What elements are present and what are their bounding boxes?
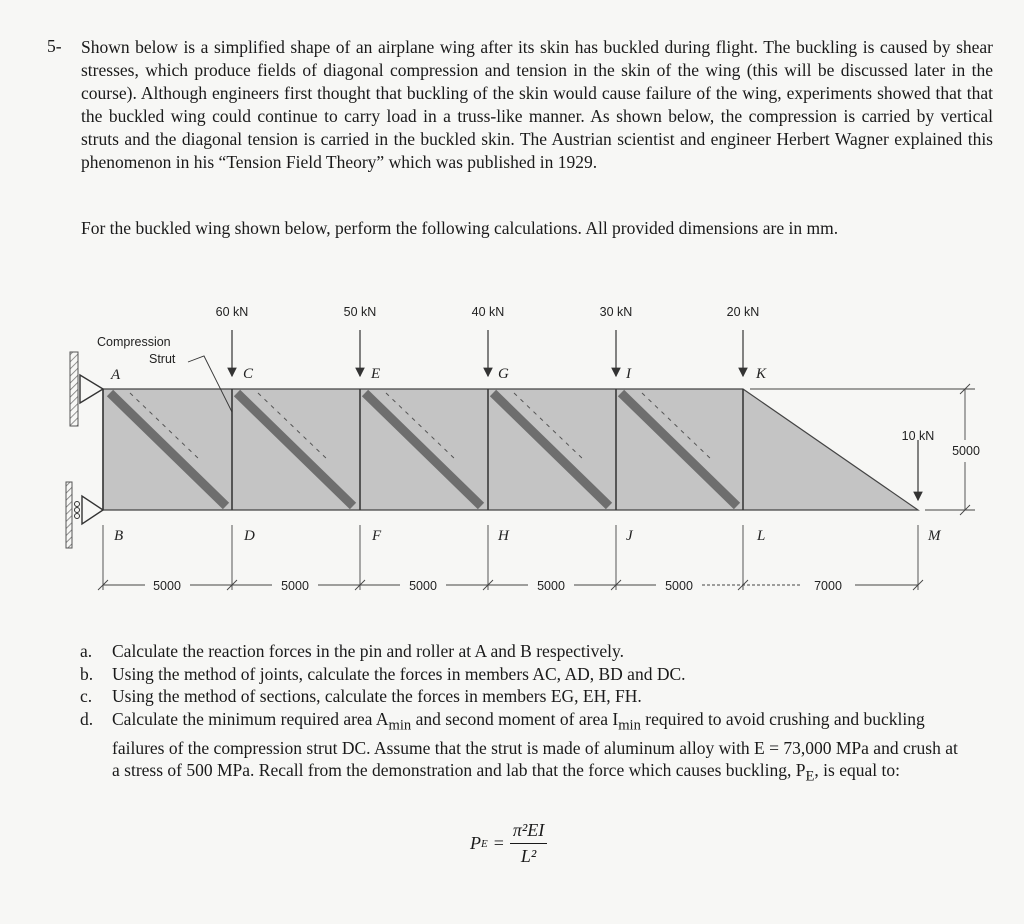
- span-dim-KM: 7000: [814, 579, 842, 593]
- formula-lhs: P: [470, 833, 481, 853]
- intro-paragraph: Shown below is a simplified shape of an airplane wing after its skin has buckled during flight. The buckling is caused by shear stresses, which produce fields of diagonal compression and tension in the skin of the wing (this will be discussed later in the course). Although engineers first thought that buckling of the skin would cause failure of the wing, experiments showed that that the buckled wing could continue to carry load in a truss-like manner. As shown below, the compression is carried by vertical struts and the diagonal tension is carried in the buckled skin. The Austrian scientist and engineer Herbert Wagner explained this phenomenon in his “Tension Field Theory” which was published in 1929.: [81, 37, 993, 172]
- part-d-sub-pe: E: [805, 768, 815, 785]
- load-label-G: 40 kN: [471, 305, 505, 319]
- roller-support-B: [66, 482, 103, 548]
- formula-equals: =: [493, 833, 504, 853]
- formula-fraction: [510, 820, 547, 867]
- node-label-B: B: [114, 528, 124, 544]
- part-d-sub-imin: min: [618, 717, 641, 733]
- node-label-E: E: [371, 366, 381, 382]
- span-dim-AC: 5000: [153, 579, 181, 593]
- part-a-text: Calculate the reaction forces in the pin and roller at A and B respectively.: [112, 641, 625, 661]
- load-label-I: 30 kN: [599, 305, 633, 319]
- part-d-text: [112, 708, 958, 785]
- node-label-I: I: [626, 366, 631, 382]
- span-dim-IK: 5000: [665, 579, 693, 593]
- formula-numerator: π²EI: [510, 820, 547, 844]
- part-d-end: , is equal to:: [814, 760, 900, 780]
- part-d-mid: and second moment of area I: [411, 708, 619, 729]
- euler-buckling-formula: [470, 820, 547, 867]
- node-label-H: H: [498, 528, 509, 544]
- load-label-E: 50 kN: [343, 305, 377, 319]
- part-a: [80, 640, 960, 663]
- node-label-G: G: [498, 366, 509, 382]
- node-label-C: C: [243, 366, 254, 382]
- node-label-A: A: [111, 367, 121, 383]
- load-label-M: 10 kN: [901, 429, 935, 443]
- node-label-F: F: [372, 528, 382, 544]
- part-b-text: Using the method of joints, calculate the forces in members AC, AD, BD and DC.: [112, 663, 686, 684]
- part-d-post: required to avoid crushing and buckling failures of the compression strut DC. Assume that the strut is made of aluminum alloy with E = 73,000 MPa and crush at a stress of 500 MPa. Recall from the demonstration and lab that the force which causes buckling, P: [112, 708, 958, 780]
- span-dim-GI: 5000: [537, 579, 565, 593]
- span-dim-EG: 5000: [409, 579, 437, 593]
- part-d: [80, 708, 960, 789]
- part-b-label: b.: [80, 663, 94, 684]
- question-number: 5-: [47, 36, 62, 56]
- part-c-label: c.: [80, 686, 93, 706]
- part-d-label: d.: [80, 708, 94, 729]
- question-parts-list: [80, 640, 960, 788]
- node-label-J: J: [626, 528, 633, 544]
- part-c: [80, 685, 960, 708]
- pin-support-A: [70, 352, 103, 426]
- formula-lhs-sub: E: [481, 837, 488, 850]
- load-label-C: 60 kN: [215, 305, 249, 319]
- part-b: [80, 663, 960, 686]
- span-dim-CE: 5000: [281, 579, 309, 593]
- callout-compression: Compression: [97, 335, 171, 349]
- part-d-pre: Calculate the minimum required area A: [112, 708, 389, 729]
- node-label-L: L: [757, 528, 766, 544]
- callout-strut: Strut: [149, 352, 176, 366]
- load-label-K: 20 kN: [726, 305, 760, 319]
- node-label-M: M: [928, 528, 941, 544]
- span-dimension-line: [98, 580, 923, 590]
- instruction-text: For the buckled wing shown below, perform the following calculations. All provided dimensions are in mm.: [81, 218, 839, 238]
- formula-denominator: L²: [520, 846, 537, 866]
- node-label-D: D: [244, 528, 255, 544]
- part-c-text: Using the method of sections, calculate the forces in members EG, EH, FH.: [112, 686, 642, 706]
- part-a-label: a.: [80, 641, 93, 661]
- node-label-K: K: [756, 366, 767, 382]
- part-d-sub-amin: min: [388, 717, 412, 733]
- height-dim: 5000: [952, 444, 980, 458]
